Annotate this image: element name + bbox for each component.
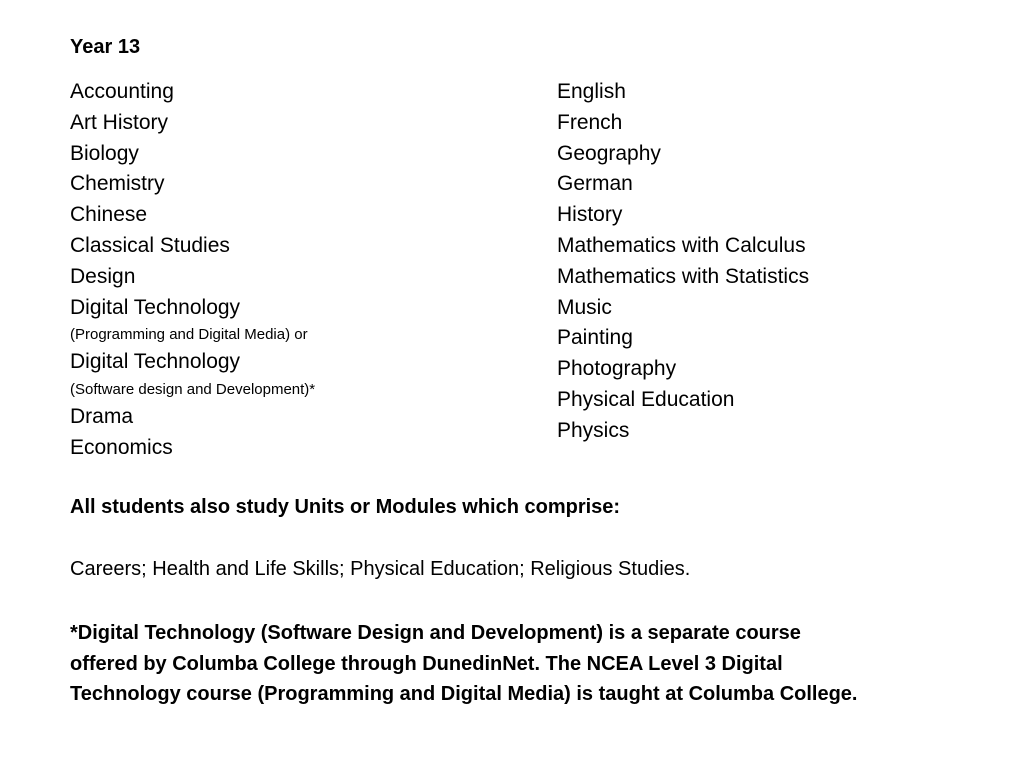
subject-item: Digital Technology bbox=[70, 350, 241, 374]
subject-item: German bbox=[557, 172, 633, 196]
subject-item: Photography bbox=[557, 357, 677, 381]
subject-item: Physical Education bbox=[557, 387, 735, 411]
footnote-line: Technology course (Programming and Digital Media) is taught at Columba College. bbox=[70, 683, 858, 705]
units-heading: All students also study Units or Modules which comprise: bbox=[70, 496, 621, 518]
subject-item: Painting bbox=[557, 326, 633, 350]
subject-item: Physics bbox=[557, 418, 630, 442]
subject-item: English bbox=[557, 80, 626, 103]
subject-item: Geography bbox=[557, 141, 661, 165]
subject-item: Accounting bbox=[70, 80, 174, 103]
subject-item: Art History bbox=[70, 110, 169, 134]
subject-item: History bbox=[557, 203, 623, 227]
subject-note: (Programming and Digital Media) or bbox=[70, 326, 308, 344]
subject-list-right bbox=[557, 77, 997, 447]
subject-item: Economics bbox=[70, 435, 173, 459]
subject-item: Design bbox=[70, 264, 136, 288]
subject-note: (Software design and Development)* bbox=[70, 381, 316, 399]
subject-item: Biology bbox=[70, 141, 139, 165]
subject-item: Digital Technology bbox=[70, 295, 241, 319]
page-title: Year 13 bbox=[70, 36, 141, 58]
subject-item: French bbox=[557, 110, 623, 134]
footnote bbox=[70, 618, 970, 710]
subject-item: Chinese bbox=[70, 203, 148, 227]
subject-list-left bbox=[70, 77, 530, 464]
subject-item: Drama bbox=[70, 405, 134, 429]
subject-item: Chemistry bbox=[70, 172, 165, 196]
subject-item: Music bbox=[557, 295, 612, 319]
subject-item: Classical Studies bbox=[70, 233, 230, 257]
subject-item: Mathematics with Statistics bbox=[557, 264, 810, 288]
units-list: Careers; Health and Life Skills; Physical Education; Religious Studies. bbox=[70, 558, 691, 580]
subject-item: Mathematics with Calculus bbox=[557, 233, 806, 257]
footnote-line: *Digital Technology (Software Design and Development) is a separate course bbox=[70, 622, 801, 644]
footnote-line: offered by Columba College through DunedinNet. The NCEA Level 3 Digital bbox=[70, 652, 783, 675]
